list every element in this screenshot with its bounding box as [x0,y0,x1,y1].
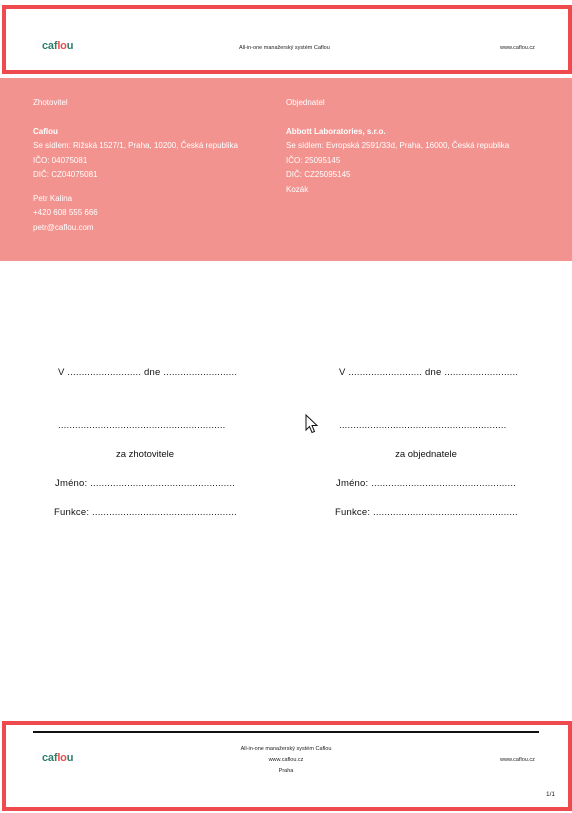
contractor-dic: DIČ: CZ04075081 [33,170,98,179]
left-role: za zhotovitele [115,449,175,460]
right-role: za objednatele [395,449,457,460]
right-function-line: Funkce: ................................................... [335,507,518,518]
logo-text-prefix: caf [42,752,58,764]
logo-text-suffix: u [66,752,74,764]
right-name-line: Jméno: ................................................... [336,478,517,489]
footer-website-right: www.caflou.cz [500,757,535,763]
page-number: 1/1 [546,791,556,798]
footer-rule [33,731,539,733]
contractor-address: Se sídlem: Rižská 1527/1, Praha, 10200, Česká republika [33,141,239,150]
left-function-line: Funkce: ................................................... [54,507,237,518]
header-tagline: All-in-one manažerský systém Caflou [239,45,330,51]
logo-text-suffix: u [66,40,74,52]
parties-section [0,78,572,261]
contractor-person: Petr Kalina [33,194,73,203]
logo-text-accent: lo [57,752,67,764]
client-company: Abbott Laboratories, s.r.o. [286,127,386,136]
client-ico: IČO: 25095145 [286,156,341,165]
mouse-cursor-icon [305,414,319,439]
client-person: Kozák [286,185,309,194]
contractor-phone: +420 608 555 666 [33,208,98,217]
left-name-line: Jméno: ................................................... [55,478,236,489]
header-website: www.caflou.cz [500,45,535,51]
contractor-ico: IČO: 04075081 [33,156,88,165]
client-label: Objednatel [286,98,325,107]
logo-text-prefix: caf [42,40,58,52]
header-frame [2,5,572,74]
left-signature-line: ........................................................... [58,420,226,431]
header-logo [42,40,73,52]
footer-website-center: www.caflou.cz [268,757,304,763]
client-dic: DIČ: CZ25095145 [286,170,351,179]
contractor-company: Caflou [33,127,58,136]
left-place-date: V .......................... dne .......................... [58,367,238,378]
contractor-email[interactable]: petr@caflou.com [33,223,94,232]
client-address: Se sídlem: Evropská 2591/33d, Praha, 16000, Česká republika [286,141,510,150]
right-place-date: V .......................... dne .......................... [339,367,519,378]
right-signature-line: ........................................................... [339,420,507,431]
logo-text-accent: lo [57,40,67,52]
footer-tagline: All-in-one manažerský systém Caflou [240,746,332,752]
footer-frame [2,721,572,811]
footer-logo [42,752,73,764]
footer-city: Praha [278,768,294,774]
contractor-label: Zhotovitel [33,98,68,107]
